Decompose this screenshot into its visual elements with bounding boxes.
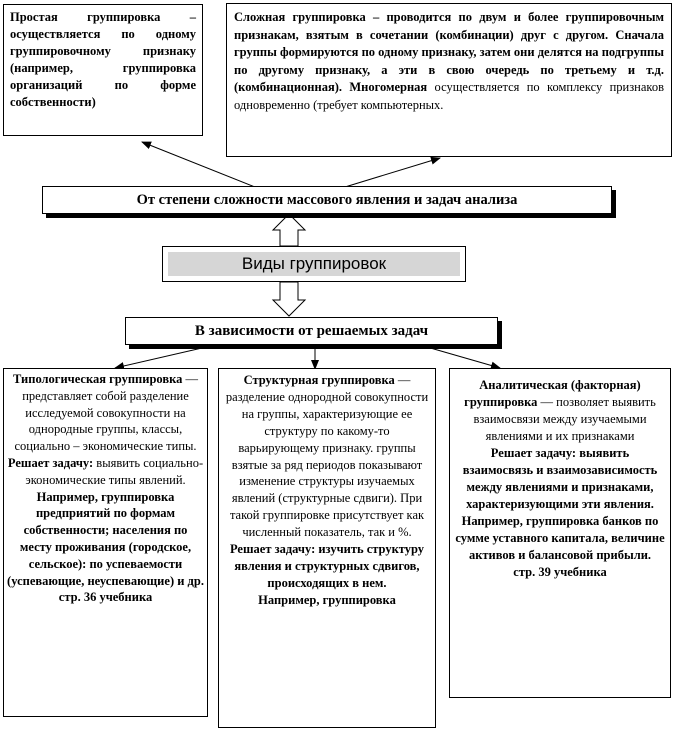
simple-grouping-text: – осуществляется по одному группировочному признаку (например, группировка организаций по форме собственности) bbox=[10, 10, 196, 109]
arrow-to-analytical bbox=[420, 345, 500, 368]
multidimensional-text: осуществляется по комплексу признаков одновременно (требует компьютерных. bbox=[234, 80, 664, 112]
typological-text: — представляет собой разделение исследуемой совокупности на однородные группы, классы, социально – экономические типы. bbox=[14, 372, 198, 454]
complexity-header: От степени сложности массового явления и задач анализа bbox=[136, 191, 518, 208]
complex-grouping-text: – проводится по двум и более группировочным признакам, взятым в сочетании (комбинации) друг с другом. Сначала группы формируются по одному признаку, затем они делятся на подгруппы по другому признаку, а эти в свою очередь по третьему и т.д. (комбинационная). Многомерная bbox=[234, 10, 664, 94]
analytical-page-ref: стр. 39 учебника bbox=[513, 565, 607, 579]
typological-task-label: Решает задачу: bbox=[7, 455, 94, 470]
structural-task: Решает задачу: изучить структуру явления и структурных сдвигов, происходящих в нем. bbox=[229, 542, 425, 590]
simple-grouping-title: Простая группировка bbox=[10, 10, 161, 24]
center-title-inner bbox=[168, 252, 460, 276]
double-arrow-up bbox=[273, 214, 305, 246]
structural-text: — разделение однородной совокупности на группы, характеризующие ее структуру по какому-то варьирующему признаку. группы взятые за ряд периодов показывают изменение структуры изучаемых явлений (структурные сдвиги). При такой группировке присутствует как численный показатель, так и %. bbox=[225, 373, 429, 540]
typological-page-ref: стр. 36 учебника bbox=[58, 590, 153, 605]
analytical-example: Например, группировка банков по сумме уставного капитала, величине активов и балансовой прибыли. bbox=[455, 514, 665, 562]
structural-title: Структурная группировка bbox=[243, 373, 395, 387]
structural-grouping-box bbox=[218, 368, 436, 728]
typological-grouping-box bbox=[3, 368, 208, 717]
double-arrow-down bbox=[273, 282, 305, 316]
complex-grouping-box bbox=[226, 3, 672, 157]
analytical-grouping-box bbox=[449, 368, 671, 698]
arrow-to-complex bbox=[345, 158, 440, 187]
center-title: Виды группировок bbox=[241, 254, 387, 273]
typological-title: Типологическая группировка bbox=[13, 372, 183, 386]
complex-grouping-title: Сложная группировка bbox=[234, 10, 366, 24]
tasks-header: В зависимости от решаемых задач bbox=[194, 322, 429, 339]
tasks-header-box bbox=[125, 317, 498, 345]
analytical-task: Решает задачу: выявить взаимосвязь и взаимозависимость между явлениями и признаками, характеризующими эти явления. bbox=[462, 446, 658, 511]
center-title-box bbox=[162, 246, 466, 282]
typological-task-text: выявить социально-экономические типы явлений. bbox=[25, 455, 204, 487]
analytical-title: Аналитическая (факторная) группировка bbox=[464, 378, 641, 409]
structural-example: Например, группировка bbox=[258, 592, 396, 607]
complexity-header-box bbox=[42, 186, 612, 214]
simple-grouping-box bbox=[3, 4, 203, 136]
typological-example: Например, группировка предприятий по формам собственности; населения по месту проживания (городское, сельское): по успеваемости (успевающие, неуспевающие) и др. bbox=[7, 489, 204, 588]
arrow-to-typological bbox=[115, 345, 215, 368]
analytical-text: — позволяет выявить взаимосвязи между изучаемыми явлениями и их признаками bbox=[473, 395, 656, 443]
